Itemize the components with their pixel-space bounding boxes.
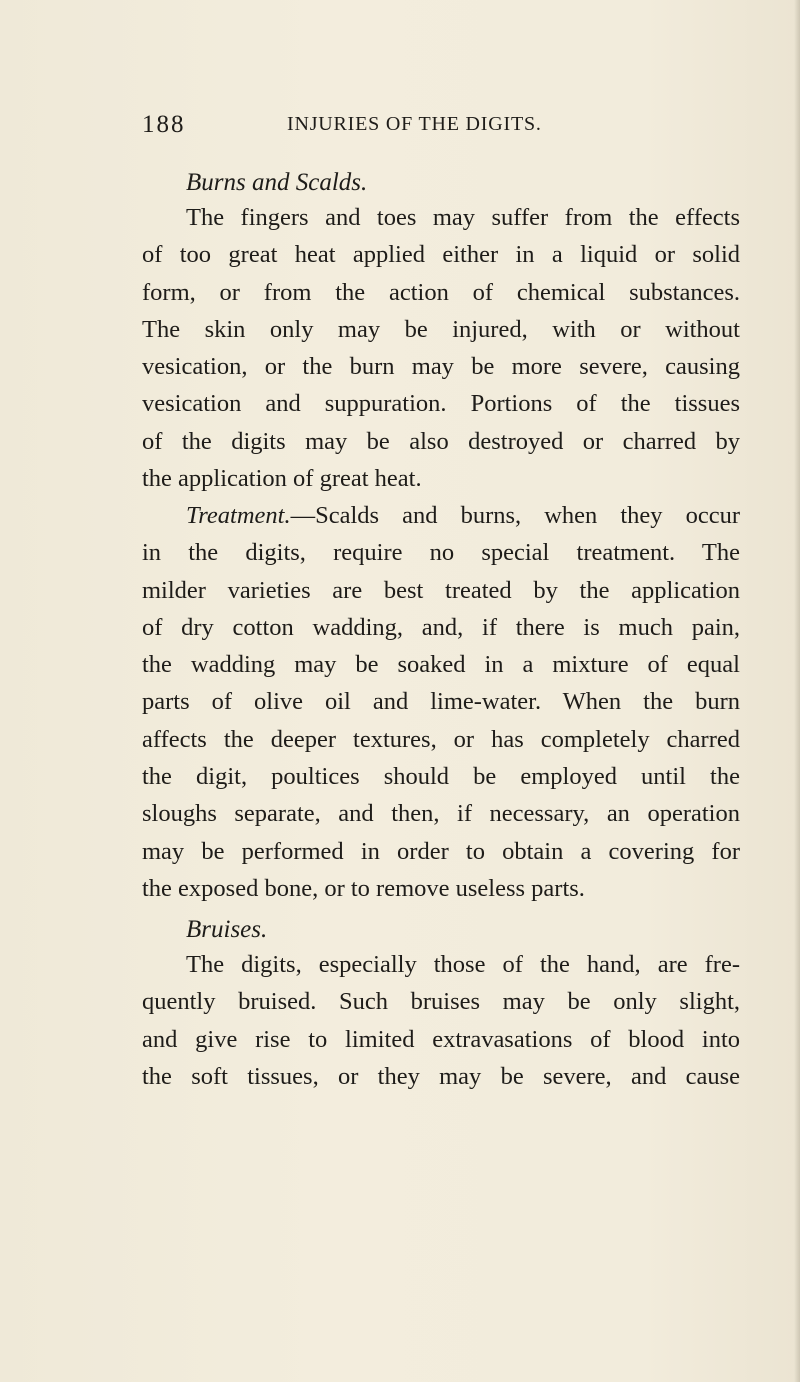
text-line: The digits, especially those of the hand, are fre- [186,951,740,978]
text-line: in the digits, require no special treatment. The [142,539,740,567]
treatment-run-in-heading: Treatment. [186,502,291,529]
text-line: parts of olive oil and lime-water. When the burn [142,688,740,716]
paragraph-burns-description [142,199,740,497]
text-line: the digit, poultices should be employed until the [142,763,740,791]
text-line: milder varieties are best treated by the application [142,576,740,604]
text-line: form, or from the action of chemical substances. [142,278,740,306]
text-line: affects the deeper textures, or has completely charred [142,725,740,753]
text-line: vesication and suppuration. Portions of the tissues [142,390,740,418]
text-line: and give rise to limited extravasations of blood into [142,1025,740,1053]
text-line [142,497,740,534]
paragraph-burns-treatment [142,497,740,907]
section-burns-and-scalds [142,166,740,200]
text-line: the exposed bone, or to remove useless parts. [142,874,585,902]
section-heading-burns: Burns and Scalds. [186,169,368,196]
page-edge-shadow [794,0,800,1382]
running-head-title: INJURIES OF THE DIGITS. [287,113,542,135]
running-head [142,103,742,143]
page-number: 188 [142,111,186,138]
text-line: The fingers and toes may suffer from the effects [186,204,740,231]
text-line: vesication, or the burn may be more severe, causing [142,353,740,381]
text-line: of too great heat applied either in a liquid or solid [142,241,740,269]
text-line: the application of great heat. [142,465,422,493]
text-line: the wadding may be soaked in a mixture of equal [142,651,740,679]
text-line: of the digits may be also destroyed or charred by [142,427,740,455]
section-bruises [142,913,740,947]
text-line: sloughs separate, and then, if necessary, an operation [142,800,740,828]
text-line: of dry cotton wadding, and, if there is much pain, [142,613,740,641]
text-line: the soft tissues, or they may be severe, and cause [142,1062,740,1090]
text-line: The skin only may be injured, with or without [142,315,740,343]
treatment-first-line-text: —Scalds and burns, when they occur [290,502,740,529]
paragraph-bruises [142,946,740,1095]
text-line: may be performed in order to obtain a covering for [142,837,740,865]
text-line: quently bruised. Such bruises may be only slight, [142,988,740,1016]
section-heading-bruises: Bruises. [186,916,268,943]
